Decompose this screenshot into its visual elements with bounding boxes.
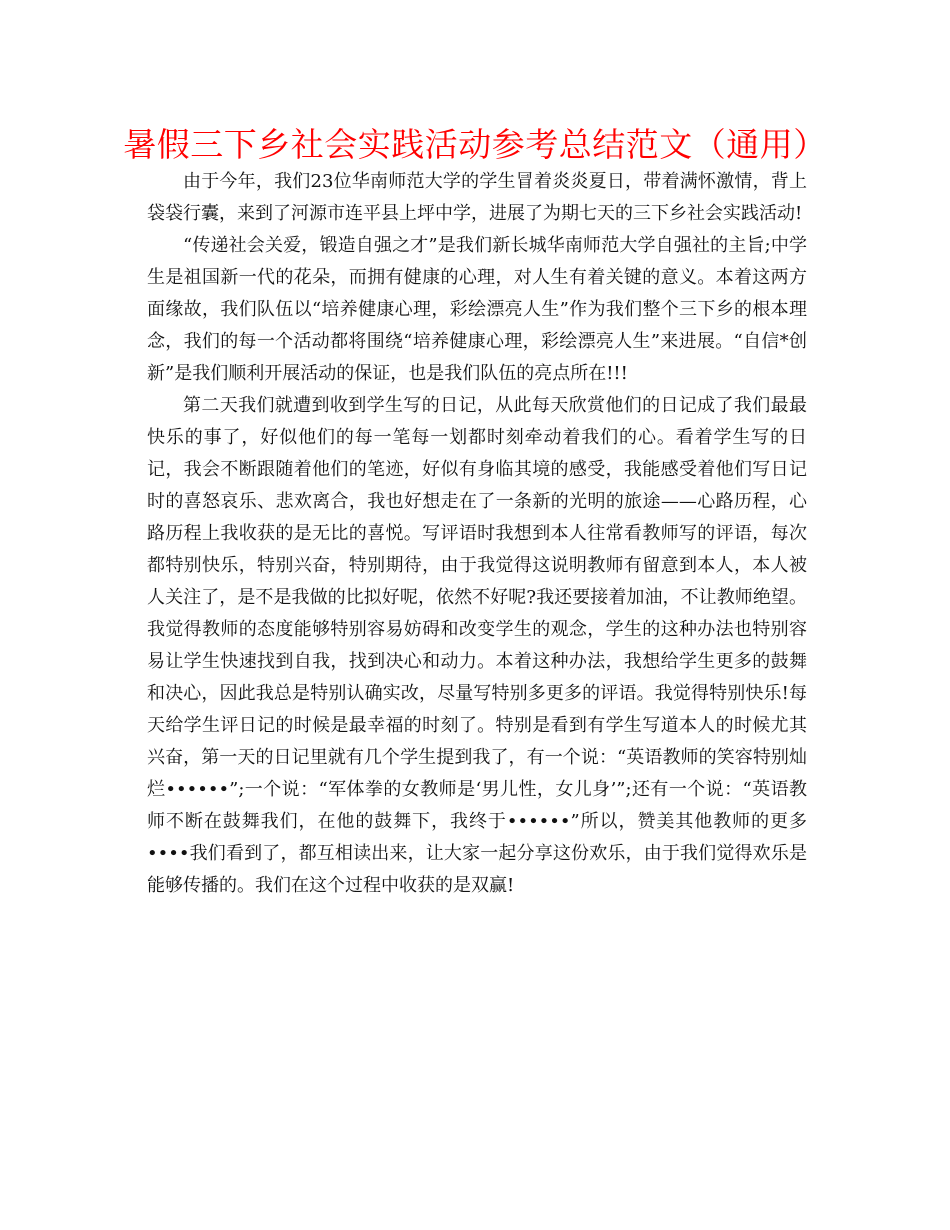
document-body <box>147 166 807 902</box>
paragraph-2: “传递社会关爱，锻造自强之才”是我们新长城华南师范大学自强社的主旨;中学生是祖国新一代的花朵，而拥有健康的心理，对人生有着关键的意义。本着这两方面缘故，我们队伍以“培养健康心理，彩绘漂亮人生”作为我们整个三下乡的根本理念，我们的每一个活动都将围绕“培养健康心理，彩绘漂亮人生”来进展。“自信*创新”是我们顺利开展活动的保证，也是我们队伍的亮点所在!!! <box>147 235 807 384</box>
paragraph-3: 第二天我们就遭到收到学生写的日记，从此每天欣赏他们的日记成了我们最最快乐的事了，好似他们的每一笔每一划都时刻牵动着我们的心。看着学生写的日记，我会不断跟随着他们的笔迹，好似有身临其境的感受，我能感受着他们写日记时的喜怒哀乐、悲欢离合，我也好想走在了一条新的光明的旅途——心路历程，心路历程上我收获的是无比的喜悦。写评语时我想到本人往常看教师写的评语，每次都特别快乐，特别兴奋，特别期待，由于我觉得这说明教师有留意到本人，本人被人关注了，是不是我做的比拟好呢，依然不好呢?我还要接着加油，不让教师绝望。我觉得教师的态度能够特别容易妨碍和改变学生的观念，学生的这种办法也特别容易让学生快速找到自我，找到决心和动力。本着这种办法，我想给学生更多的鼓舞和决心，因此我总是特别认确实改，尽量写特别多更多的评语。我觉得特别快乐!每天给学生评日记的时候是最幸福的时刻了。特别是看到有学生写道本人的时候尤其兴奋，第一天的日记里就有几个学生提到我了，有一个说：“英语教师的笑容特别灿烂••••••”;一个说：“军体拳的女教师是‘男儿性，女儿身’”;还有一个说：“英语教师不断在鼓舞我们，在他的鼓舞下，我终于••••••”所以，赞美其他教师的更多••••我们看到了，都互相读出来，让大家一起分享这份欢乐，由于我们觉得欢乐是能够传播的。我们在这个过程中收获的是双赢! <box>147 395 807 896</box>
document-title: 暑假三下乡社会实践活动参考总结范文（通用） <box>123 125 827 164</box>
paragraph-1: 由于今年，我们23位华南师范大学的学生冒着炎炎夏日，带着满怀激情，背上袋袋行囊，来到了河源市连平县上坪中学，进展了为期七天的三下乡社会实践活动! <box>147 171 807 224</box>
